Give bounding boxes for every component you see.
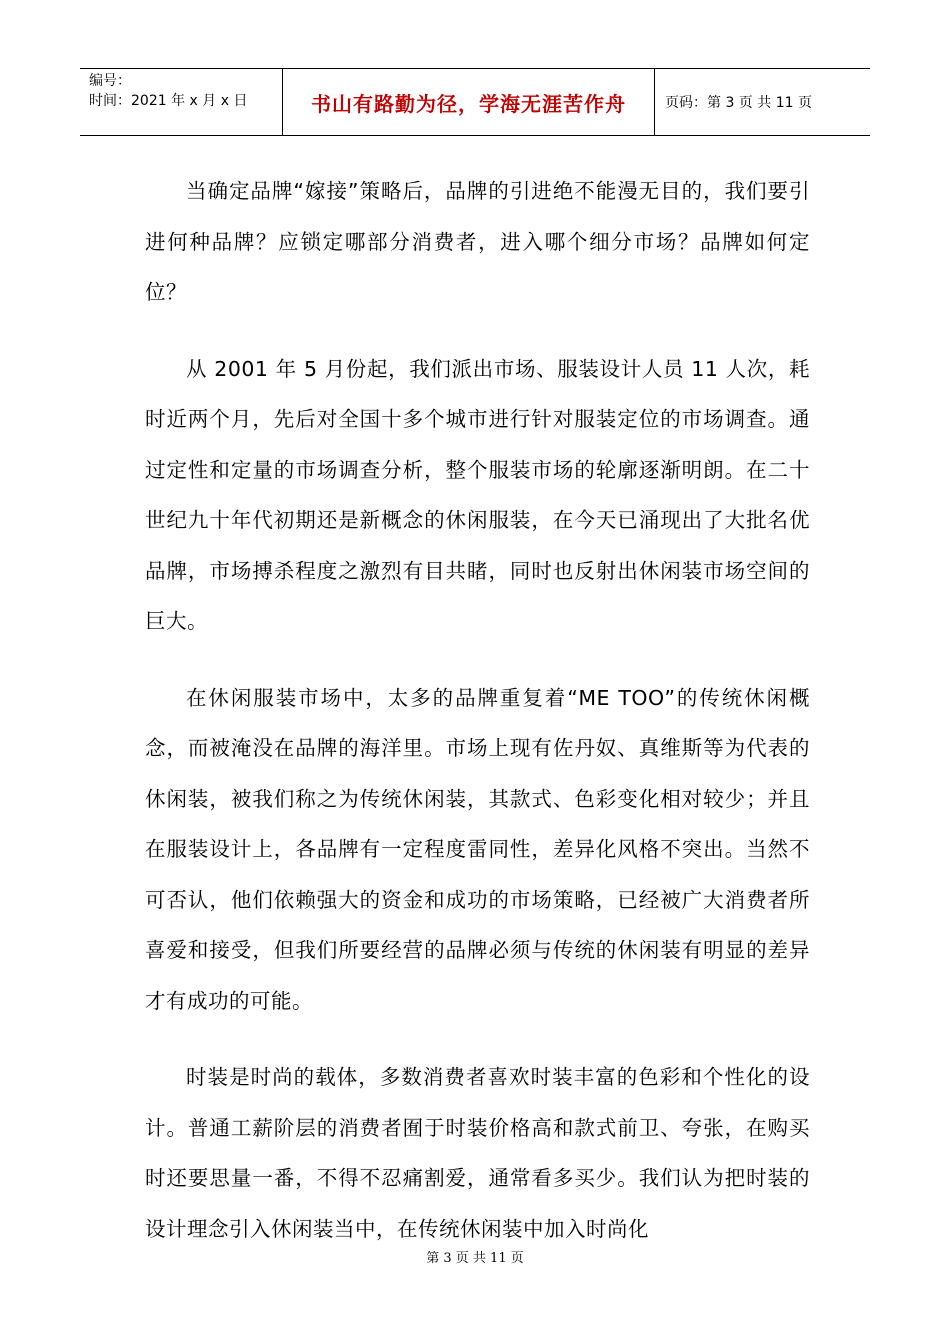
document-body [145,166,810,1254]
header-motto-cell [283,69,655,135]
body-paragraph: 当确定品牌“嫁接”策略后，品牌的引进绝不能漫无目的，我们要引进何种品牌？应锁定哪部分消费者，进入哪个细分市场？品牌如何定位？ [145,179,810,304]
body-paragraph: 从 2001 年 5 月份起，我们派出市场、服装设计人员 11 人次，耗时近两个月，先后对全国十多个城市进行针对服装定位的市场调查。通过定性和定量的市场调查分析，整个服装市场的轮廓逐渐明朗。在二十世纪九十年代初期还是新概念的休闲服装，在今天已涌现出了大批名优品牌，市场搏杀程度之激烈有目共睹，同时也反射出休闲装市场空间的巨大。 [145,356,810,633]
body-paragraph: 在休闲服装市场中，太多的品牌重复着“ME TOO”的传统休闲概念，而被淹没在品牌的海洋里。市场上现有佐丹奴、真维斯等为代表的休闲装，被我们称之为传统休闲装，其款式、色彩变化相对较少；并且在服装设计上，各品牌有一定程度雷同性，差异化风格不突出。当然不可否认，他们依赖强大的资金和成功的市场策略，已经被广大消费者所喜爱和接受，但我们所要经营的品牌必须与传统的休闲装有明显的差异才有成功的可能。 [145,685,810,1013]
header-motto: 书山有路勤为径，学海无涯苦作舟 [311,91,626,116]
document-header [80,68,870,136]
document-number-label: 编号： [89,73,131,89]
header-page-info: 页码：第 3 页 共 11 页 [665,95,812,111]
header-meta-cell [80,69,283,135]
document-date: 时间：2021 年 x 月 x 日 [89,93,248,109]
body-paragraph: 时装是时尚的载体，多数消费者喜欢时装丰富的色彩和个性化的设计。普通工薪阶层的消费者囿于时装价格高和款式前卫、夸张，在购买时还要思量一番，不得不忍痛割爱，通常看多买少。我们认为把时装的设计理念引入休闲装当中，在传统休闲装中加入时尚化 [145,1065,810,1241]
page-footer: 第 3 页 共 11 页 [426,1251,524,1266]
header-page-cell [655,69,870,135]
